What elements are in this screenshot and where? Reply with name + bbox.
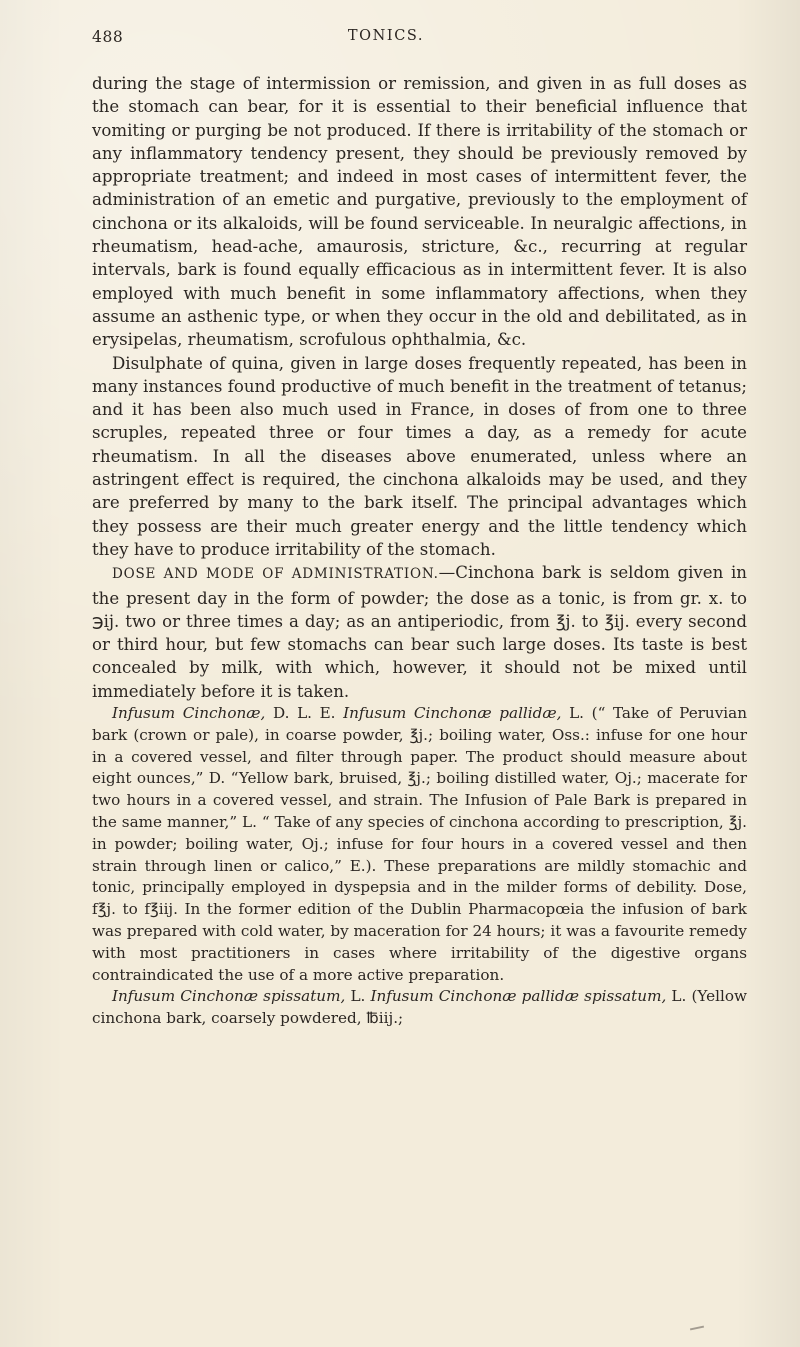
infusum-description: (“ Take of Peruvian bark (crown or pale), in coarse powder, ℥j.; boiling water, Oss.: infuse for one hour in a covered vessel, and filter through paper. The product should measure about eight ounces,” D. “Yellow bark, bruised, ℥j.; boiling distilled water, Oj.; macerate for two hours in a covered vessel, and strain. The Infusion of Pale Bark is prepared in the same manner,” L. “ Take of any species of cinchona according to prescription, ℥j. in powder; boiling water, Oj.; infuse for four hours in a covered vessel and then strain through linen or calico,” E.). These preparations are mildly stomachic and tonic, principally employed in dyspepsia and in the milder forms of debility. Dose, f℥j. to f℥iij. In the former edition of the Dublin Pharmacopœia the infusion of bark was prepared with cold water, by maceration for 24 hours; it was a favourite remedy with most practitioners in cases where irritability of the digestive organs contraindicated the use of a more active preparation. bbox=[92, 704, 747, 984]
preparation-title-pallidae-spissatum: Infusum Cinchonæ pallidæ spissatum, bbox=[370, 987, 667, 1006]
preparation-refs-1: D. L. E. bbox=[265, 704, 344, 723]
printer-mark bbox=[690, 1326, 704, 1331]
paragraph-infusum-spissatum bbox=[92, 986, 747, 1030]
preparation-refs-4: L. bbox=[666, 987, 692, 1006]
preparation-refs-2: L. bbox=[561, 704, 585, 723]
page-header bbox=[92, 28, 740, 58]
main-text bbox=[92, 72, 747, 1030]
preparation-title-infusum-cinchonae: Infusum Cinchonæ, bbox=[112, 704, 266, 723]
paragraph-infusum-cinchonae bbox=[92, 703, 747, 986]
page-number: 488 bbox=[92, 28, 124, 46]
spissatum-description: (Yellow cinchona bark, coarsely powdered, ℔iij.; bbox=[92, 987, 747, 1028]
dose-text: —Cinchona bark is seldom given in the present day in the form of powder; the dose as a tonic, is from gr. x. to ℈ij. two or three times a day; as an antiperiodic, from ℥j. to ℥ij. every second or third hour, but few stomachs can bear such large doses. Its taste is best concealed by milk, with which, however, it should not be mixed until immediately before it is taken. bbox=[92, 563, 747, 701]
running-head: TONICS. bbox=[347, 28, 425, 44]
paragraph-disulphate-quina: Disulphate of quina, given in large doses frequently repeated, has been in many instances found productive of much benefit in the treatment of tetanus; and it has been also much used in France, in doses of from one to three scruples, repeated three or four times a day, as a remedy for acute rheumatism. In all the diseases above enumerated, unless where an astringent effect is required, the cinchona alkaloids may be used, and they are preferred by many to the bark itself. The principal advantages which they possess are their much greater energy and the little tendency which they have to produce irritability of the stomach. bbox=[92, 353, 747, 559]
paragraph-intermittent-fever: during the stage of intermission or remission, and given in as full doses as the stomach can bear, for it is essential to their beneficial influence that vomiting or purging be not produced. If there is irritability of the stomach or any inflammatory tendency present, they should be previously removed by appropriate treatment; and indeed in most cases of intermittent fever, the administration of an emetic and purgative, previously to the employment of cinchona or its alkaloids, will be found serviceable. In neuralgic affections, in rheumatism, head-ache, amaurosis, stricture, &c., recurring at regular intervals, bark is found equally efficacious as in intermittent fever. It is also employed with much benefit in some inflammatory affections, when they assume an asthenic type, or when they occur in the old and debilitated, as in erysipelas, rheumatism, scrofulous ophthalmia, &c. bbox=[92, 74, 747, 350]
preparation-title-spissatum: Infusum Cinchonæ spissatum, bbox=[112, 987, 346, 1006]
preparation-refs-3: L. bbox=[345, 987, 371, 1006]
section-heading-dose: DOSE AND MODE OF ADMINISTRATION. bbox=[112, 566, 439, 583]
preparation-title-infusum-pallidae: Infusum Cinchonæ pallidæ, bbox=[343, 704, 562, 723]
paragraph-dose-administration bbox=[92, 561, 747, 703]
